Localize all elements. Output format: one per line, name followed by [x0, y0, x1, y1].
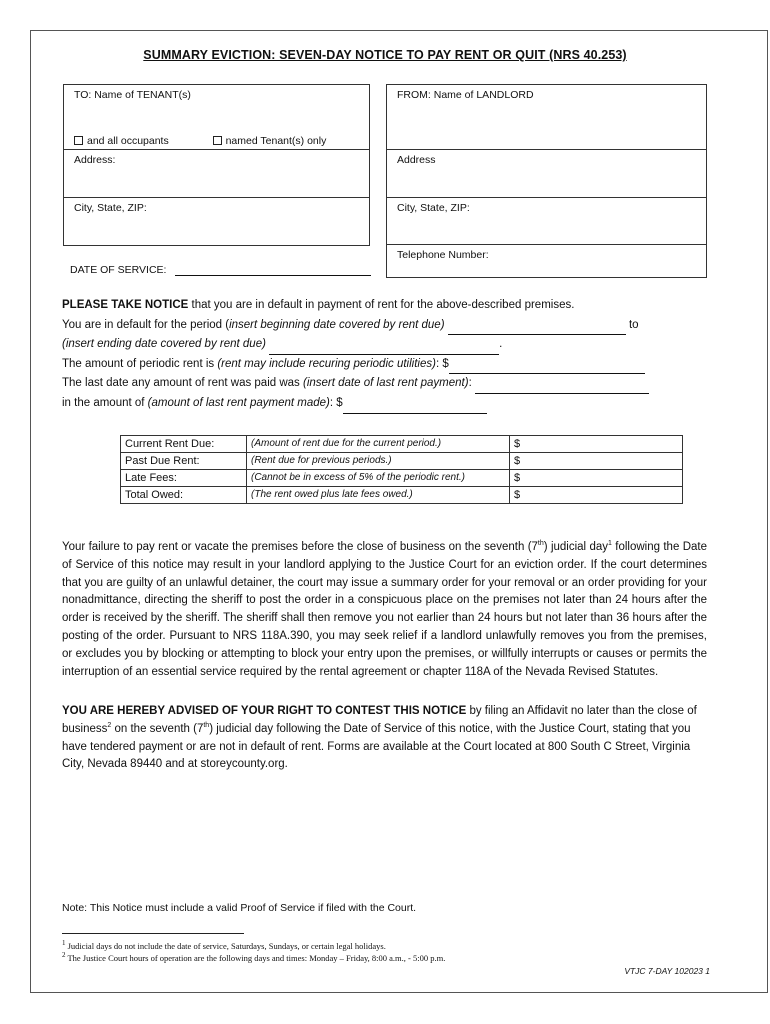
failure-text-2: ) judicial day — [543, 541, 608, 553]
document-title: SUMMARY EVICTION: SEVEN-DAY NOTICE TO PAY RENT OR QUIT (NRS 40.253) — [143, 48, 627, 62]
table-row — [121, 487, 683, 504]
notice-line-6 — [62, 394, 702, 414]
tenant-city-box[interactable] — [63, 197, 370, 246]
tenant-address-box[interactable] — [63, 149, 370, 198]
last-paid-text: The last date any amount of rent was paid was — [62, 377, 303, 390]
notice-lead-text: that you are in default in payment of rent for the above-described premises. — [188, 299, 575, 311]
landlord-city-label: City, State, ZIP: — [397, 202, 470, 214]
amount-text: in the amount of — [62, 396, 148, 409]
footnote-2 — [62, 953, 445, 963]
notice-line-5 — [62, 374, 702, 394]
footnote-text: Judicial days do not include the date of service, Saturdays, Sundays, or certain legal holidays. — [65, 941, 386, 951]
please-take-notice: PLEASE TAKE NOTICE — [62, 299, 189, 311]
periodic-text: The amount of periodic rent is — [62, 357, 218, 370]
periodic-dollar: : $ — [435, 357, 449, 370]
failure-text-3: following the Date of Service of this notice may result in your landlord applying to the Justice Court for an eviction order. If the court determines that you are guilty of an unlawful detainer, the court may issue a summary order for your removal or an order providing for your nonadmittance, directing the sheriff to post the order in a conspicuous place on the premises not later than 24 hours after the order is received by the sheriff. The sheriff shall then remove you not earlier than 24 hours but not later than 36 hours after the posting of the order. Pursuant to NRS 118A.390, you may seek relief if a landlord unlawfully removes you from the premises, or excludes you by blocking or attempting to block your entry upon the premises, or willfully interrupts or causes or permits the interruption of an essential service required by the rental agreement or chapter 118A of the Nevada Revised Statutes. — [62, 541, 707, 678]
landlord-phone-box[interactable] — [386, 244, 707, 278]
period-text: You are in default for the period ( — [62, 318, 230, 331]
rent-label: Current Rent Due: — [121, 436, 247, 453]
rent-label: Late Fees: — [121, 470, 247, 487]
tenant-name-label: TO: Name of TENANT(s) — [74, 89, 191, 101]
amount-instruction: (amount of last rent payment made) — [147, 396, 330, 409]
ending-instruction: (insert ending date covered by rent due) — [62, 338, 266, 351]
landlord-city-box[interactable] — [386, 197, 707, 245]
right-to-contest-heading: YOU ARE HEREBY ADVISED OF YOUR RIGHT TO CONTEST THIS NOTICE — [62, 705, 467, 717]
table-row — [121, 453, 683, 470]
last-paid-instruction: (insert date of last rent payment) — [303, 377, 469, 390]
amount-dollar: : $ — [329, 396, 343, 409]
form-footer-id: VTJC 7-DAY 102023 1 — [624, 966, 710, 976]
rent-amount-field[interactable]: $ — [510, 453, 683, 470]
ending-period: . — [499, 338, 503, 351]
rent-description: (Cannot be in excess of 5% of the periodic rent.) — [247, 470, 510, 487]
named-tenant-only-checkbox[interactable] — [213, 136, 222, 145]
period-to-text: to — [628, 318, 639, 331]
named-tenant-only-label: named Tenant(s) only — [225, 135, 327, 147]
footnote-mark: 2 — [62, 951, 66, 960]
notice-line-3 — [62, 335, 702, 355]
superscript-th: th — [203, 721, 210, 729]
notice-block — [62, 296, 702, 414]
rent-amount-field[interactable]: $ — [510, 436, 683, 453]
right-to-contest-paragraph — [62, 703, 707, 774]
landlord-name-box[interactable] — [386, 84, 707, 150]
tenant-name-box[interactable] — [63, 84, 370, 150]
footnote-mark: 1 — [62, 939, 66, 948]
tenant-address-label: Address: — [74, 154, 116, 166]
landlord-address-box[interactable] — [386, 149, 707, 198]
superscript-th: th — [537, 540, 544, 548]
date-of-service-field[interactable] — [175, 275, 371, 276]
footnote-ref-1: 1 — [608, 540, 612, 548]
failure-to-pay-paragraph — [62, 539, 707, 681]
rent-label: Total Owed: — [121, 487, 247, 504]
tenant-city-label: City, State, ZIP: — [74, 202, 147, 214]
table-row — [121, 436, 683, 453]
rent-label: Past Due Rent: — [121, 453, 247, 470]
all-occupants-checkbox[interactable] — [74, 136, 83, 145]
last-paid-date-field[interactable] — [475, 393, 649, 394]
landlord-address-label: Address — [397, 154, 436, 166]
footnote-divider — [62, 933, 244, 934]
footnote-text: The Justice Court hours of operation are the following days and times: Monday – Friday, 8:00 a.m., - 5:00 p.m. — [65, 953, 446, 963]
rent-description: (The rent owed plus late fees owed.) — [247, 487, 510, 504]
all-occupants-label: and all occupants — [87, 135, 169, 147]
advised-text-3: ) judicial day following the Date of Service of this notice, with the Justice Court, stating that you have tendered payment or are not in default of rent. Forms are available at the Court located at 800 South C Street, Virginia City, Nevada 89440 and at storeycounty.org. — [62, 722, 691, 771]
rent-description: (Rent due for previous periods.) — [247, 453, 510, 470]
rent-summary-table — [120, 435, 683, 504]
notice-line-1 — [62, 296, 702, 316]
period-instruction: insert beginning date covered by rent due) — [229, 318, 445, 331]
table-row — [121, 470, 683, 487]
proof-of-service-note: Note: This Notice must include a valid Proof of Service if filed with the Court. — [62, 902, 417, 914]
notice-line-2 — [62, 316, 702, 336]
periodic-instruction: (rent may include recuring periodic utilities) — [217, 357, 436, 370]
last-payment-amount-field[interactable] — [343, 413, 487, 414]
advised-text-2: on the seventh (7 — [111, 722, 204, 735]
rent-amount-field[interactable]: $ — [510, 487, 683, 504]
last-paid-colon: : — [468, 377, 472, 390]
date-of-service-label: DATE OF SERVICE: — [70, 264, 167, 276]
advised-text-1: by filing an Affidavit no later than the close of business — [62, 705, 697, 735]
footnote-1 — [62, 941, 386, 951]
landlord-phone-label: Telephone Number: — [397, 249, 489, 261]
landlord-name-label: FROM: Name of LANDLORD — [397, 89, 534, 101]
rent-amount-field[interactable]: $ — [510, 470, 683, 487]
rent-description: (Amount of rent due for the current period.) — [247, 436, 510, 453]
date-of-service-row — [70, 264, 371, 276]
footnote-ref-2: 2 — [107, 721, 112, 729]
failure-text-1: Your failure to pay rent or vacate the premises before the close of business on the seventh (7 — [62, 541, 538, 553]
notice-line-4 — [62, 355, 702, 375]
